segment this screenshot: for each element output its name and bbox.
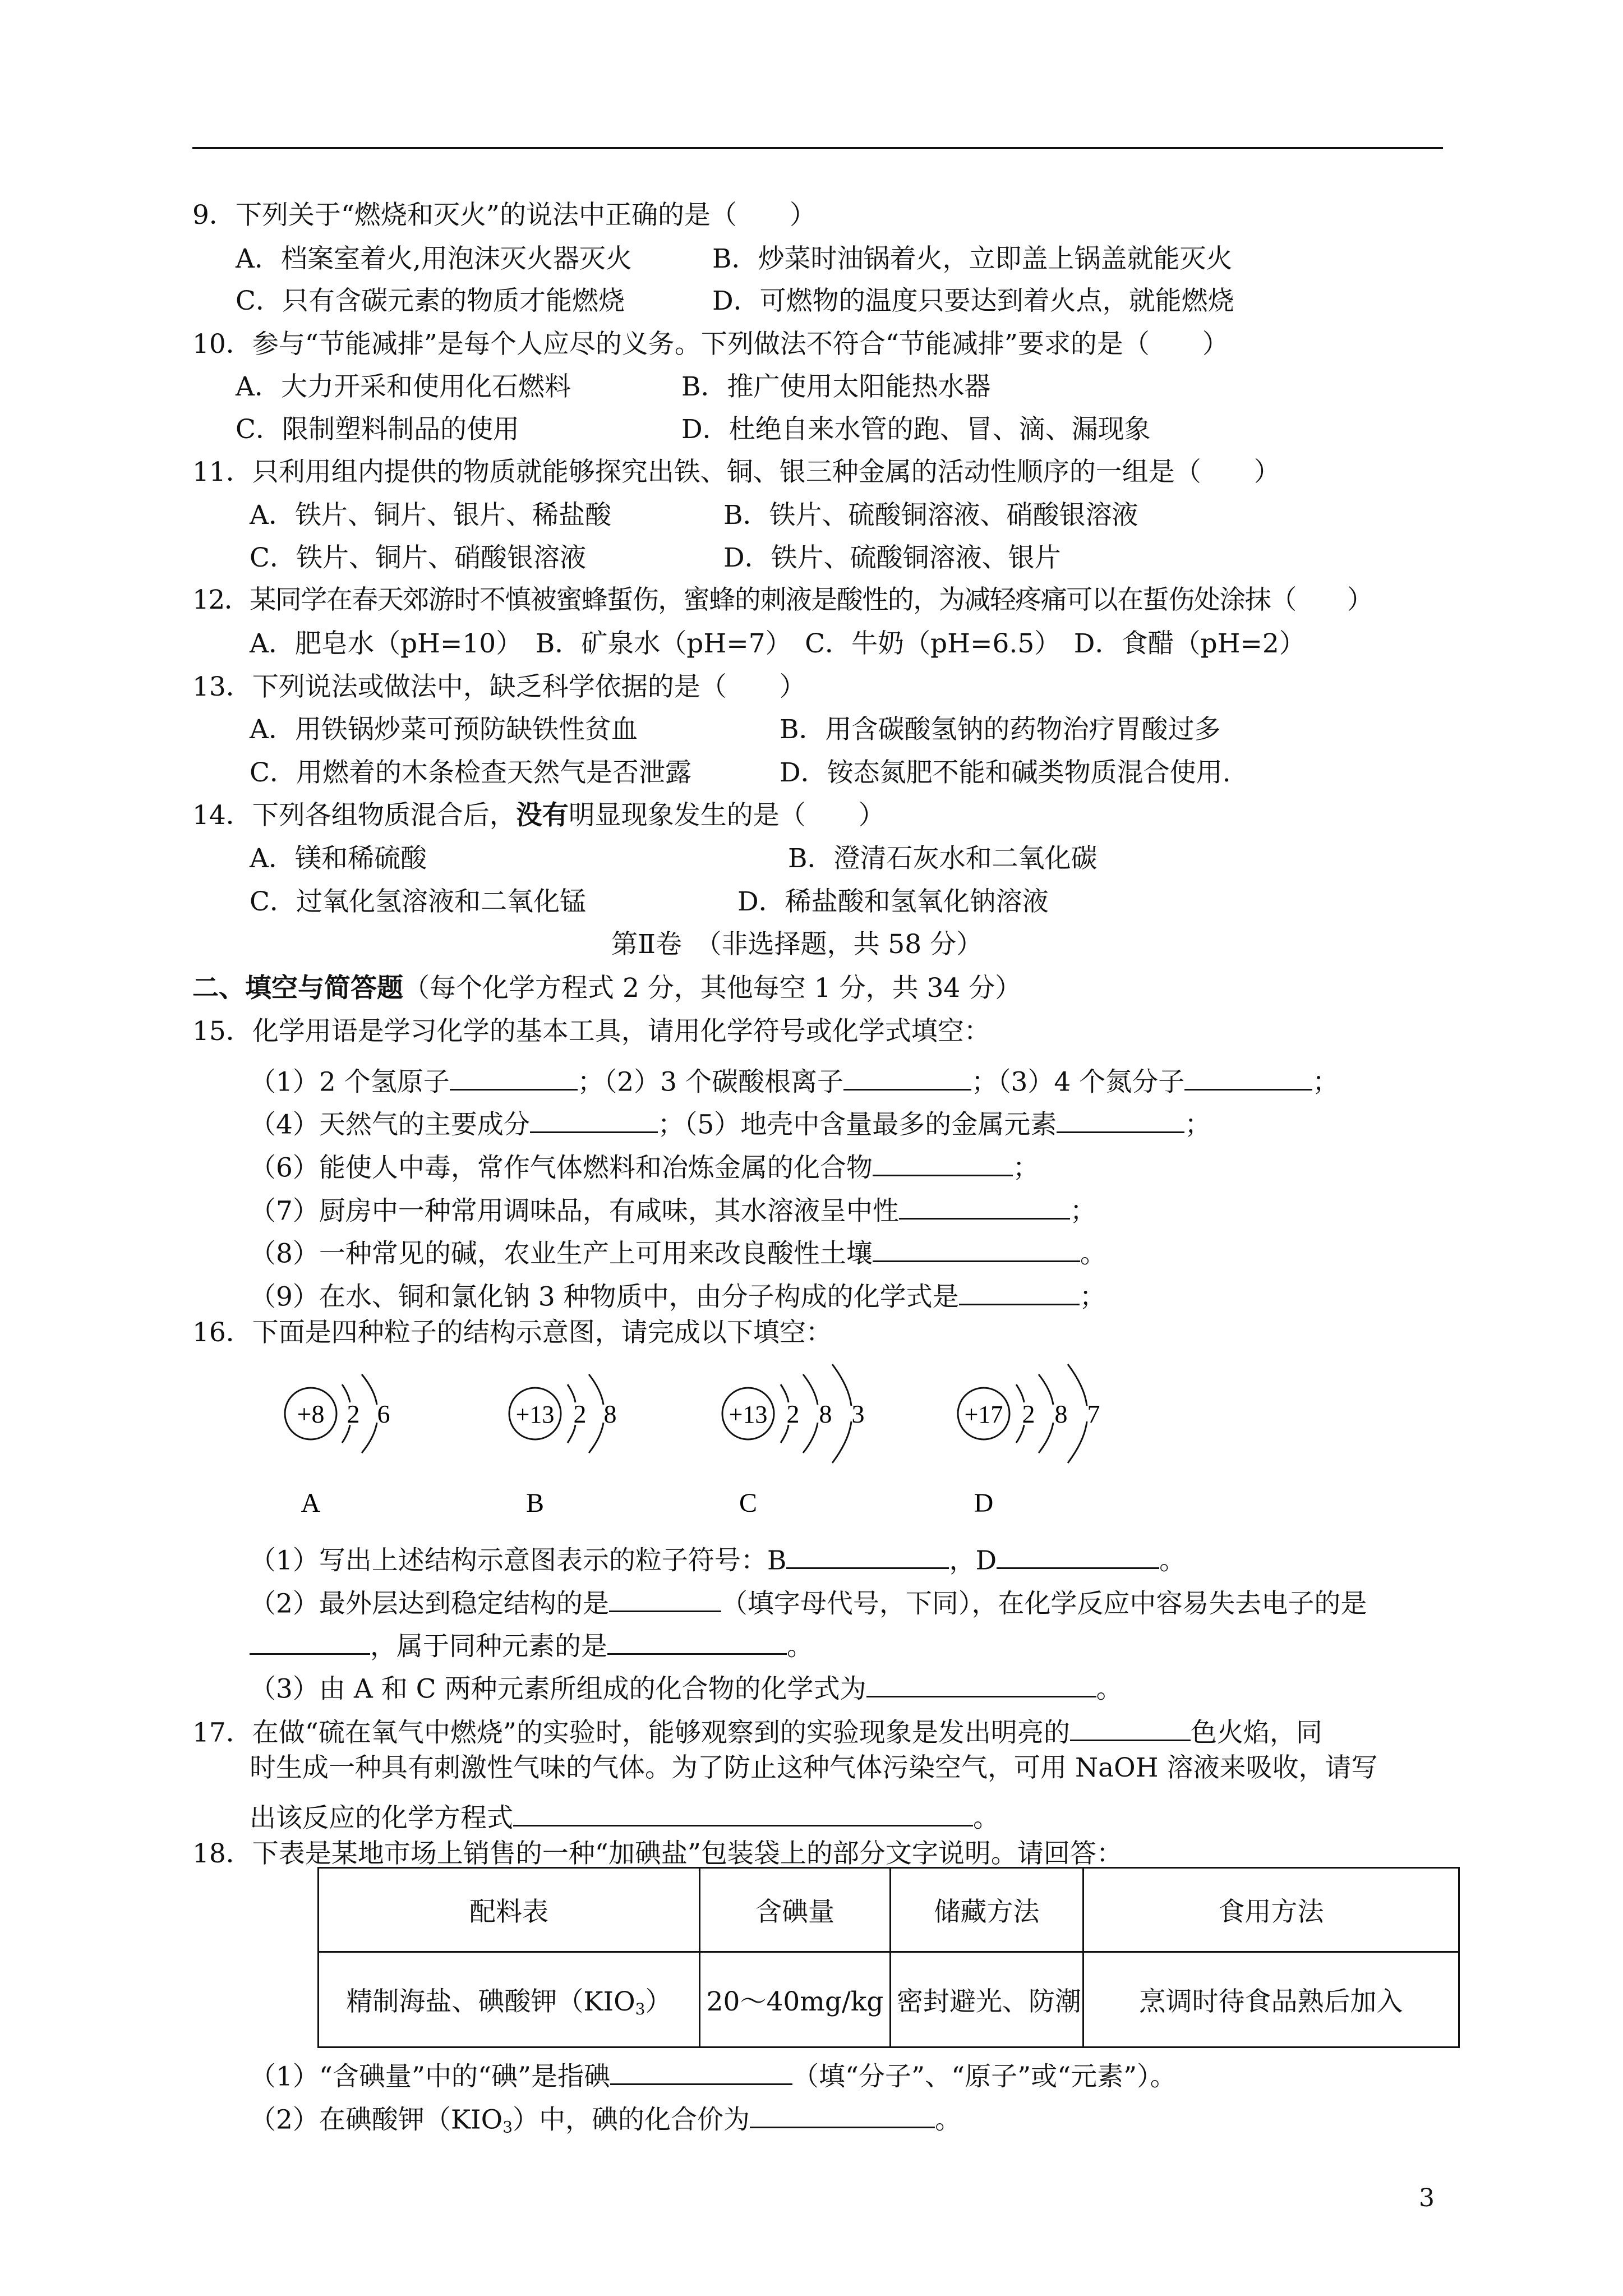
q9-option-a: A．档案室着火,用泡沫灭火器灭火 [236,243,632,274]
particle-a [285,1374,390,1518]
q13-option-a: A．用铁锅炒菜可预防缺铁性贫血 [250,714,638,745]
q10-stem: 10．参与“节能减排”是每个人应尽的义务。下列做法不符合“节能减排”要求的是（ ） [192,329,1229,360]
q18-line-1 [250,2056,1177,2090]
nucleus-charge: +8 [297,1400,325,1428]
q16-line-4-text-a: （3）由 A 和 C 两种元素所组成的化合物的化学式为 [250,1673,866,1705]
electron-shell-arc [362,1374,377,1453]
q15-line-1 [250,1061,1339,1098]
q15-line-1-text-c: ；（3）4 个氮分子 [971,1066,1185,1098]
q15-line-3-text-a: （6）能使人中毒，常作气体燃料和冶炼金属的化合物 [250,1152,873,1184]
q15-line-4-text-b: ； [1069,1195,1096,1227]
q17-line-3-text-a: 出该反应的化学方程式 [250,1802,513,1834]
q17-line-2: 时生成一种具有刺激性气味的气体。为了防止这种气体污染空气，可用 NaOH 溶液来吸收，请写 [250,1752,1378,1783]
q13-option-b: B．用含碳酸氢钠的药物治疗胃酸过多 [780,714,1221,745]
q15-line-5 [250,1233,1106,1267]
table-header-cell: 储藏方法 [891,1868,1083,1952]
shell-electron-count: 2 [347,1400,360,1428]
q16-line-1-text-b: ，D [949,1545,997,1576]
table-row [319,1952,1459,2047]
answer-blank[interactable] [609,1583,721,1612]
q17-line-1 [192,1712,1322,1749]
answer-blank[interactable] [873,1147,1013,1176]
table-header-row [319,1868,1459,1952]
q16-line-3-text-a: ，属于同种元素的是 [370,1631,607,1662]
q10-option-a: A．大力开采和使用化石燃料 [236,371,571,402]
q16-stem: 16．下面是四种粒子的结构示意图，请完成以下填空： [192,1317,832,1348]
q15-line-6-text-b: ； [1079,1281,1106,1313]
q12-stem: 12．某同学在春天郊游时不慎被蜜蜂蜇伤，蜜蜂的刺液是酸性的，为减轻疼痛可以在蜇伤处涂抹（ ） [192,585,1373,615]
q15-line-5-text-a: （8）一种常见的碱，农业生产上可用来改良酸性土壤 [250,1238,873,1269]
part-2-heading-title: 二、填空与简答题 [192,973,403,1004]
q15-line-1-text-a: （1）2 个氢原子 [250,1066,450,1098]
nucleus-charge: +13 [515,1401,555,1428]
ingredients-text-end: ） [645,1986,672,2017]
q11-option-b: B．铁片、硫酸铜溶液、硝酸银溶液 [723,500,1138,531]
q18-line-2-text-c: 。 [935,2104,962,2136]
q15-line-6 [250,1276,1106,1313]
shell-electron-count: 2 [1022,1400,1035,1428]
q9-option-d: D．可燃物的温度只要达到着火点，就能燃烧 [712,286,1234,316]
table-cell: 烹调时待食品熟后加入 [1083,1952,1459,2047]
shell-electron-count: 3 [851,1400,865,1428]
q14-option-d: D．稀盐酸和氢氧化钠溶液 [737,886,1049,917]
answer-blank[interactable] [750,2099,935,2128]
table-header-cell: 食用方法 [1083,1868,1459,1952]
table-header-cell: 配料表 [319,1868,700,1952]
q11-option-c: C．铁片、铜片、硝酸银溶液 [250,542,586,573]
q15-line-2-text-b: ；（5）地壳中含量最多的金属元素 [657,1109,1057,1140]
answer-blank[interactable] [530,1104,658,1133]
q16-line-2-text-a: （2）最外层达到稳定结构的是 [250,1588,609,1619]
q11-option-a: A．铁片、铜片、银片、稀盐酸 [250,500,611,531]
part-2-heading-note: （每个化学方程式 2 分，其他每空 1 分，共 34 分） [403,973,1022,1004]
q9-stem: 9．下列关于“燃烧和灭火”的说法中正确的是（ ） [192,200,816,231]
q17-line-3-text-b: 。 [973,1802,999,1834]
q15-line-3 [250,1147,1039,1184]
subscript: 3 [502,2118,513,2137]
table-cell: 密封避光、防潮 [891,1952,1083,2047]
q9-option-b: B．炒菜时油锅着火，立即盖上锅盖就能灭火 [712,243,1233,274]
answer-blank[interactable] [250,1626,370,1655]
table-cell-ingredients [319,1952,700,2047]
answer-blank[interactable] [1184,1061,1312,1091]
q15-line-3-text-b: ； [1012,1152,1039,1184]
particle-label-a: A [301,1488,321,1518]
q18-stem: 18．下表是某地市场上销售的一种“加碘盐”包装袋上的部分文字说明。请回答： [192,1838,1123,1869]
page-number: 3 [1419,2184,1435,2212]
q14-option-b: B．澄清石灰水和二氧化碳 [788,843,1098,874]
electron-shell-arc [1039,1374,1053,1453]
shell-electron-count: 8 [1054,1400,1068,1428]
answer-blank[interactable] [1070,1712,1191,1741]
answer-blank[interactable] [866,1668,1096,1697]
q9-option-c: C．只有含碳元素的物质才能燃烧 [236,286,625,316]
answer-blank[interactable] [1057,1104,1184,1133]
shell-electron-count: 2 [573,1400,587,1428]
q17-line-1-text-a: 17．在做“硫在氧气中燃烧”的实验时，能够观察到的实验现象是发出明亮的 [192,1717,1070,1749]
shell-electron-count: 2 [786,1400,800,1428]
q15-line-6-text-a: （9）在水、铜和氯化钠 3 种物质中，由分子构成的化学式是 [250,1281,959,1313]
answer-blank[interactable] [843,1061,971,1091]
q14-stem-pre: 14．下列各组物质混合后， [192,800,516,831]
q15-line-5-text-b: 。 [1080,1238,1106,1269]
q10-option-c: C．限制塑料制品的使用 [236,414,519,445]
q18-line-2 [250,2099,961,2136]
q11-option-d: D．铁片、硫酸铜溶液、银片 [723,542,1061,573]
q18-line-1-text-a: （1）“含碘量”中的“碘”是指碘 [250,2061,611,2092]
q14-stem-post: 明显现象发生的是（ ） [568,800,885,831]
q15-line-2-text-a: （4）天然气的主要成分 [250,1109,530,1140]
q15-line-4 [250,1190,1096,1227]
q16-line-1 [250,1540,1186,1576]
answer-blank[interactable] [786,1540,949,1569]
particle-label-b: B [525,1488,545,1518]
q10-option-d: D．杜绝自来水管的跑、冒、滴、漏现象 [681,414,1151,445]
q16-line-2 [250,1583,1367,1617]
section-2-title: 第Ⅱ卷 （非选择题，共 58 分） [611,929,983,960]
q18-line-1-text-b: （填“分子”、“原子”或“元素”）。 [792,2061,1177,2092]
q16-line-1-text-c: 。 [1159,1545,1186,1576]
table-header-cell: 含碘量 [700,1868,891,1952]
electron-shell-arc [1068,1364,1087,1463]
particle-label-d: D [974,1488,994,1518]
q13-option-d: D．铵态氮肥不能和碱类物质混合使用. [780,757,1231,788]
subscript: 3 [635,2000,645,2019]
answer-blank[interactable] [873,1233,1080,1262]
table-cell: 20～40mg/kg [700,1952,891,2047]
ingredients-text: 精制海盐、碘酸钾（KIO [346,1986,635,2017]
electron-shell-arc [803,1374,818,1453]
part-2-heading [192,973,1022,1004]
q15-stem: 15．化学用语是学习化学的基本工具，请用化学符号或化学式填空： [192,1016,990,1047]
shell-electron-count: 6 [377,1400,390,1428]
header-rule [192,147,1443,149]
q17-line-3 [250,1797,999,1834]
q15-line-1-text-b: ；（2）3 个碳酸根离子 [577,1066,843,1098]
q16-line-3 [250,1626,813,1662]
q15-line-1-text-d: ； [1312,1066,1339,1098]
q14-option-a: A．镁和稀硫酸 [250,843,427,874]
q13-stem: 13．下列说法或做法中，缺乏科学依据的是（ ） [192,671,806,702]
particle-c [722,1364,865,1518]
q11-stem: 11．只利用组内提供的物质就能够探究出铁、铜、银三种金属的活动性顺序的一组是（ ） [192,457,1280,487]
q15-line-2 [250,1104,1211,1138]
iodized-salt-table [317,1867,1460,2048]
q16-line-1-text-a: （1）写出上述结构示意图表示的粒子符号：B [250,1545,787,1576]
electron-shell-arc [832,1364,851,1463]
answer-blank[interactable] [997,1540,1159,1569]
q14-stem-emphasis: 没有 [515,800,569,831]
particle-d [958,1364,1100,1518]
q14-option-c: C．过氧化氢溶液和二氧化锰 [250,886,586,917]
electron-shell-arc [589,1374,603,1453]
q13-option-c: C．用燃着的木条检查天然气是否泄露 [250,757,691,788]
q14-stem [192,802,885,829]
q12-options: A．肥皂水（pH=10） B．矿泉水（pH=7） C．牛奶（pH=6.5） D．食醋（pH=2） [250,628,1306,659]
answer-blank[interactable] [899,1190,1070,1220]
q10-option-b: B．推广使用太阳能热水器 [681,371,991,402]
answer-blank[interactable] [607,1626,787,1655]
q18-line-2-text-b: ）中，碘的化合价为 [513,2104,750,2136]
answer-blank[interactable] [450,1061,578,1091]
q18-line-2-text-a: （2）在碘酸钾（KIO [250,2104,503,2136]
answer-blank[interactable] [610,2056,792,2085]
nucleus-charge: +17 [964,1401,1003,1428]
q15-line-2-text-c: ； [1184,1109,1211,1140]
shell-electron-count: 8 [603,1400,617,1428]
shell-electron-count: 7 [1087,1400,1100,1428]
q15-line-4-text-a: （7）厨房中一种常用调味品，有咸味，其水溶液呈中性 [250,1195,899,1227]
answer-blank[interactable] [513,1797,973,1826]
particle-b [509,1374,617,1518]
nucleus-charge: +13 [728,1401,768,1428]
answer-blank[interactable] [959,1276,1080,1305]
particle-structure-diagrams [269,1352,1144,1531]
shell-electron-count: 8 [819,1400,832,1428]
q16-line-4-text-b: 。 [1096,1673,1123,1705]
q16-line-4 [250,1668,1123,1705]
q16-line-2-text-b: （填字母代号，下同），在化学反应中容易失去电子的是 [721,1588,1367,1619]
particle-label-c: C [739,1488,758,1518]
q17-line-1-text-b: 色火焰，同 [1190,1717,1322,1749]
q16-line-3-text-b: 。 [787,1631,813,1662]
